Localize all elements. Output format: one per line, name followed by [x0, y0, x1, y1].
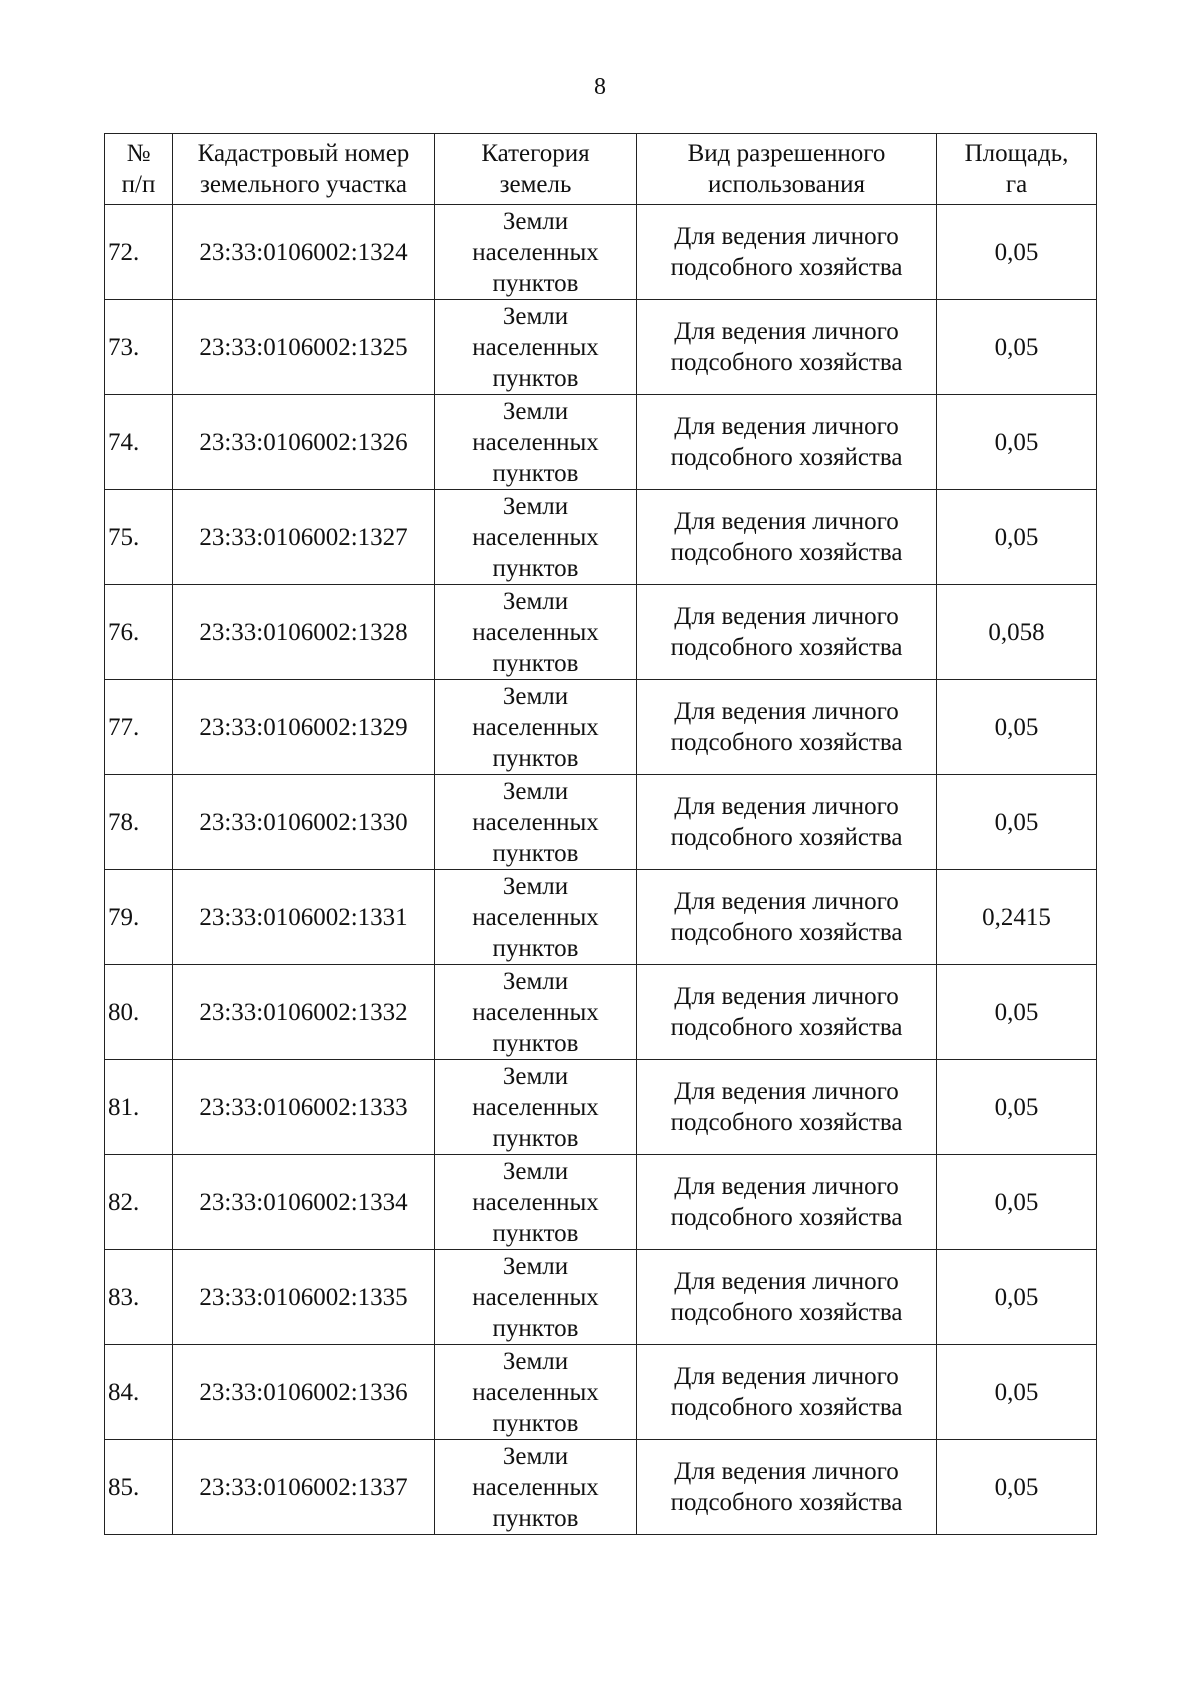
land-category-line: пунктов [492, 744, 579, 772]
land-category-line: пунктов [492, 269, 579, 297]
land-category-line: Земли [502, 1157, 569, 1185]
permitted-use-line: Для ведения личного [674, 413, 899, 440]
header-category-line-1: Категория [481, 140, 590, 167]
cadastral-number-cell [173, 490, 435, 585]
row-number-cell [105, 1440, 173, 1535]
land-category-cell [435, 680, 637, 775]
row-number: 81. [108, 1093, 140, 1121]
permitted-use-cell [637, 1440, 937, 1535]
header-row [105, 134, 1097, 205]
area-cell [937, 1250, 1097, 1345]
permitted-use-line: подсобного хозяйства [670, 539, 903, 566]
permitted-use-line: подсобного хозяйства [670, 1394, 903, 1421]
row-number-cell [105, 775, 173, 870]
cadastral-number: 23:33:0106002:1333 [199, 1093, 408, 1121]
land-category-line: пунктов [492, 364, 579, 392]
header-number-line-2: п/п [121, 171, 156, 198]
page-number: 8 [594, 74, 606, 100]
land-plots-table [104, 133, 1097, 1535]
header-use-line-2: использования [708, 171, 865, 198]
land-category-line: Земли [502, 1347, 569, 1375]
land-category-line: населенных [472, 333, 599, 361]
permitted-use-line: подсобного хозяйства [670, 1109, 903, 1136]
land-category-line: населенных [472, 1188, 599, 1216]
land-category-cell [435, 1250, 637, 1345]
permitted-use-cell [637, 1250, 937, 1345]
permitted-use-line: Для ведения личного [674, 698, 899, 725]
permitted-use-line: Для ведения личного [674, 603, 899, 630]
cadastral-number-cell [173, 775, 435, 870]
cadastral-number-cell [173, 585, 435, 680]
header-use [637, 134, 937, 205]
land-category-line: Земли [502, 777, 569, 805]
area-value: 0,05 [994, 1283, 1039, 1311]
header-cadastral-line-2: земельного участка [199, 171, 408, 198]
permitted-use-cell [637, 1345, 937, 1440]
cadastral-number: 23:33:0106002:1337 [199, 1473, 408, 1501]
table-row [105, 1345, 1097, 1440]
cadastral-number-cell [173, 870, 435, 965]
permitted-use-cell [637, 490, 937, 585]
permitted-use-line: Для ведения личного [674, 1078, 899, 1105]
area-cell [937, 1440, 1097, 1535]
row-number: 79. [108, 903, 140, 931]
cadastral-number: 23:33:0106002:1327 [199, 523, 408, 551]
permitted-use-line: подсобного хозяйства [670, 1489, 903, 1516]
permitted-use-line: подсобного хозяйства [670, 824, 903, 851]
permitted-use-line: Для ведения личного [674, 1268, 899, 1295]
area-cell [937, 1345, 1097, 1440]
cadastral-number-cell [173, 680, 435, 775]
permitted-use-line: Для ведения личного [674, 888, 899, 915]
table-row [105, 1060, 1097, 1155]
cadastral-number-cell [173, 395, 435, 490]
area-value: 0,05 [994, 523, 1039, 551]
permitted-use-line: Для ведения личного [674, 318, 899, 345]
area-cell [937, 490, 1097, 585]
land-category-line: пунктов [492, 934, 579, 962]
cadastral-number: 23:33:0106002:1324 [199, 238, 408, 266]
land-category-cell [435, 1060, 637, 1155]
permitted-use-line: подсобного хозяйства [670, 349, 903, 376]
row-number-cell [105, 300, 173, 395]
land-category-cell [435, 870, 637, 965]
table-row [105, 300, 1097, 395]
table-row [105, 1250, 1097, 1345]
land-category-line: населенных [472, 998, 599, 1026]
row-number: 73. [108, 333, 140, 361]
permitted-use-line: Для ведения личного [674, 508, 899, 535]
cadastral-number: 23:33:0106002:1332 [199, 998, 408, 1026]
permitted-use-line: Для ведения личного [674, 1173, 899, 1200]
land-category-line: населенных [472, 808, 599, 836]
permitted-use-line: подсобного хозяйства [670, 1204, 903, 1231]
permitted-use-line: подсобного хозяйства [670, 444, 903, 471]
table-row [105, 870, 1097, 965]
table-row [105, 965, 1097, 1060]
area-value: 0,05 [994, 1188, 1039, 1216]
land-category-line: пунктов [492, 1124, 579, 1152]
permitted-use-line: подсобного хозяйства [670, 729, 903, 756]
permitted-use-line: подсобного хозяйства [670, 254, 903, 281]
area-cell [937, 585, 1097, 680]
row-number-cell [105, 1060, 173, 1155]
area-cell [937, 1060, 1097, 1155]
land-category-line: пунктов [492, 1314, 579, 1342]
land-category-line: населенных [472, 428, 599, 456]
row-number: 84. [108, 1378, 140, 1406]
permitted-use-line: подсобного хозяйства [670, 919, 903, 946]
header-number-line-1: № [126, 140, 151, 167]
land-category-line: пунктов [492, 1029, 579, 1057]
land-category-line: пунктов [492, 1504, 579, 1532]
area-value: 0,05 [994, 333, 1039, 361]
permitted-use-cell [637, 775, 937, 870]
table-row [105, 1440, 1097, 1535]
row-number: 83. [108, 1283, 140, 1311]
permitted-use-cell [637, 395, 937, 490]
header-cadastral-line-1: Кадастровый номер [197, 140, 410, 167]
header-area-line-1: Площадь, [964, 140, 1069, 167]
cadastral-number: 23:33:0106002:1326 [199, 428, 408, 456]
header-cadastral [173, 134, 435, 205]
permitted-use-line: Для ведения личного [674, 1363, 899, 1390]
land-category-line: Земли [502, 1252, 569, 1280]
cadastral-number-cell [173, 1155, 435, 1250]
cadastral-number-cell [173, 1440, 435, 1535]
header-area [937, 134, 1097, 205]
cadastral-number-cell [173, 965, 435, 1060]
cadastral-number: 23:33:0106002:1325 [199, 333, 408, 361]
row-number: 85. [108, 1473, 140, 1501]
land-category-line: пунктов [492, 839, 579, 867]
land-category-line: населенных [472, 1093, 599, 1121]
row-number-cell [105, 680, 173, 775]
row-number: 74. [108, 428, 140, 456]
cadastral-number: 23:33:0106002:1336 [199, 1378, 408, 1406]
land-category-cell [435, 965, 637, 1060]
permitted-use-line: Для ведения личного [674, 983, 899, 1010]
cadastral-number-cell [173, 205, 435, 300]
row-number-cell [105, 395, 173, 490]
land-category-line: Земли [502, 967, 569, 995]
permitted-use-cell [637, 870, 937, 965]
header-number [105, 134, 173, 205]
land-category-line: пунктов [492, 1409, 579, 1437]
area-cell [937, 1155, 1097, 1250]
row-number-cell [105, 205, 173, 300]
land-category-cell [435, 205, 637, 300]
land-category-cell [435, 1345, 637, 1440]
land-category-cell [435, 490, 637, 585]
cadastral-number: 23:33:0106002:1329 [199, 713, 408, 741]
row-number: 78. [108, 808, 140, 836]
land-category-cell [435, 300, 637, 395]
land-category-line: населенных [472, 523, 599, 551]
cadastral-number: 23:33:0106002:1330 [199, 808, 408, 836]
land-category-line: Земли [502, 207, 569, 235]
land-category-line: населенных [472, 1473, 599, 1501]
row-number-cell [105, 965, 173, 1060]
cadastral-number: 23:33:0106002:1335 [199, 1283, 408, 1311]
area-value: 0,058 [988, 618, 1045, 646]
area-cell [937, 965, 1097, 1060]
permitted-use-cell [637, 965, 937, 1060]
table-row [105, 395, 1097, 490]
land-category-line: населенных [472, 238, 599, 266]
row-number-cell [105, 490, 173, 585]
land-category-cell [435, 585, 637, 680]
cadastral-number-cell [173, 1250, 435, 1345]
land-category-line: пунктов [492, 554, 579, 582]
land-category-line: Земли [502, 492, 569, 520]
area-cell [937, 680, 1097, 775]
table-row [105, 775, 1097, 870]
permitted-use-line: подсобного хозяйства [670, 634, 903, 661]
permitted-use-cell [637, 300, 937, 395]
area-value: 0,05 [994, 998, 1039, 1026]
row-number-cell [105, 585, 173, 680]
header-category [435, 134, 637, 205]
land-category-cell [435, 775, 637, 870]
cadastral-number: 23:33:0106002:1328 [199, 618, 408, 646]
row-number-cell [105, 1345, 173, 1440]
area-cell [937, 775, 1097, 870]
land-category-line: Земли [502, 1442, 569, 1470]
row-number: 82. [108, 1188, 140, 1216]
land-category-cell [435, 1155, 637, 1250]
row-number: 80. [108, 998, 140, 1026]
cadastral-number-cell [173, 1345, 435, 1440]
permitted-use-cell [637, 1155, 937, 1250]
land-category-cell [435, 1440, 637, 1535]
land-category-line: Земли [502, 872, 569, 900]
area-cell [937, 870, 1097, 965]
table-body [105, 205, 1097, 1535]
area-cell [937, 395, 1097, 490]
table-header [105, 134, 1097, 205]
land-category-line: пунктов [492, 1219, 579, 1247]
area-value: 0,05 [994, 1378, 1039, 1406]
land-category-line: населенных [472, 618, 599, 646]
land-category-line: населенных [472, 1378, 599, 1406]
permitted-use-line: подсобного хозяйства [670, 1299, 903, 1326]
area-value: 0,05 [994, 808, 1039, 836]
land-category-line: Земли [502, 397, 569, 425]
permitted-use-cell [637, 585, 937, 680]
land-category-line: Земли [502, 302, 569, 330]
table-row [105, 585, 1097, 680]
row-number: 77. [108, 713, 140, 741]
area-value: 0,05 [994, 713, 1039, 741]
land-category-line: Земли [502, 682, 569, 710]
table-row [105, 490, 1097, 585]
land-category-line: пунктов [492, 649, 579, 677]
header-use-line-1: Вид разрешенного [687, 140, 886, 167]
area-value: 0,05 [994, 1473, 1039, 1501]
permitted-use-cell [637, 1060, 937, 1155]
table-row [105, 205, 1097, 300]
cadastral-number-cell [173, 300, 435, 395]
area-value: 0,05 [994, 238, 1039, 266]
permitted-use-line: Для ведения личного [674, 793, 899, 820]
land-category-line: населенных [472, 1283, 599, 1311]
row-number-cell [105, 1155, 173, 1250]
land-category-line: Земли [502, 587, 569, 615]
permitted-use-line: Для ведения личного [674, 1458, 899, 1485]
area-cell [937, 205, 1097, 300]
row-number-cell [105, 1250, 173, 1345]
permitted-use-line: Для ведения личного [674, 223, 899, 250]
land-category-line: населенных [472, 903, 599, 931]
land-category-line: пунктов [492, 459, 579, 487]
land-category-line: Земли [502, 1062, 569, 1090]
row-number: 75. [108, 523, 140, 551]
header-area-line-2: га [1005, 171, 1028, 198]
row-number: 76. [108, 618, 140, 646]
land-category-cell [435, 395, 637, 490]
cadastral-number: 23:33:0106002:1331 [199, 903, 408, 931]
permitted-use-line: подсобного хозяйства [670, 1014, 903, 1041]
area-cell [937, 300, 1097, 395]
header-category-line-2: земель [499, 171, 572, 198]
area-value: 0,05 [994, 1093, 1039, 1121]
cadastral-number-cell [173, 1060, 435, 1155]
row-number-cell [105, 870, 173, 965]
land-category-line: населенных [472, 713, 599, 741]
cadastral-number: 23:33:0106002:1334 [199, 1188, 408, 1216]
row-number: 72. [108, 238, 140, 266]
table-row [105, 1155, 1097, 1250]
area-value: 0,05 [994, 428, 1039, 456]
permitted-use-cell [637, 205, 937, 300]
area-value: 0,2415 [982, 903, 1051, 931]
table-row [105, 680, 1097, 775]
permitted-use-cell [637, 680, 937, 775]
